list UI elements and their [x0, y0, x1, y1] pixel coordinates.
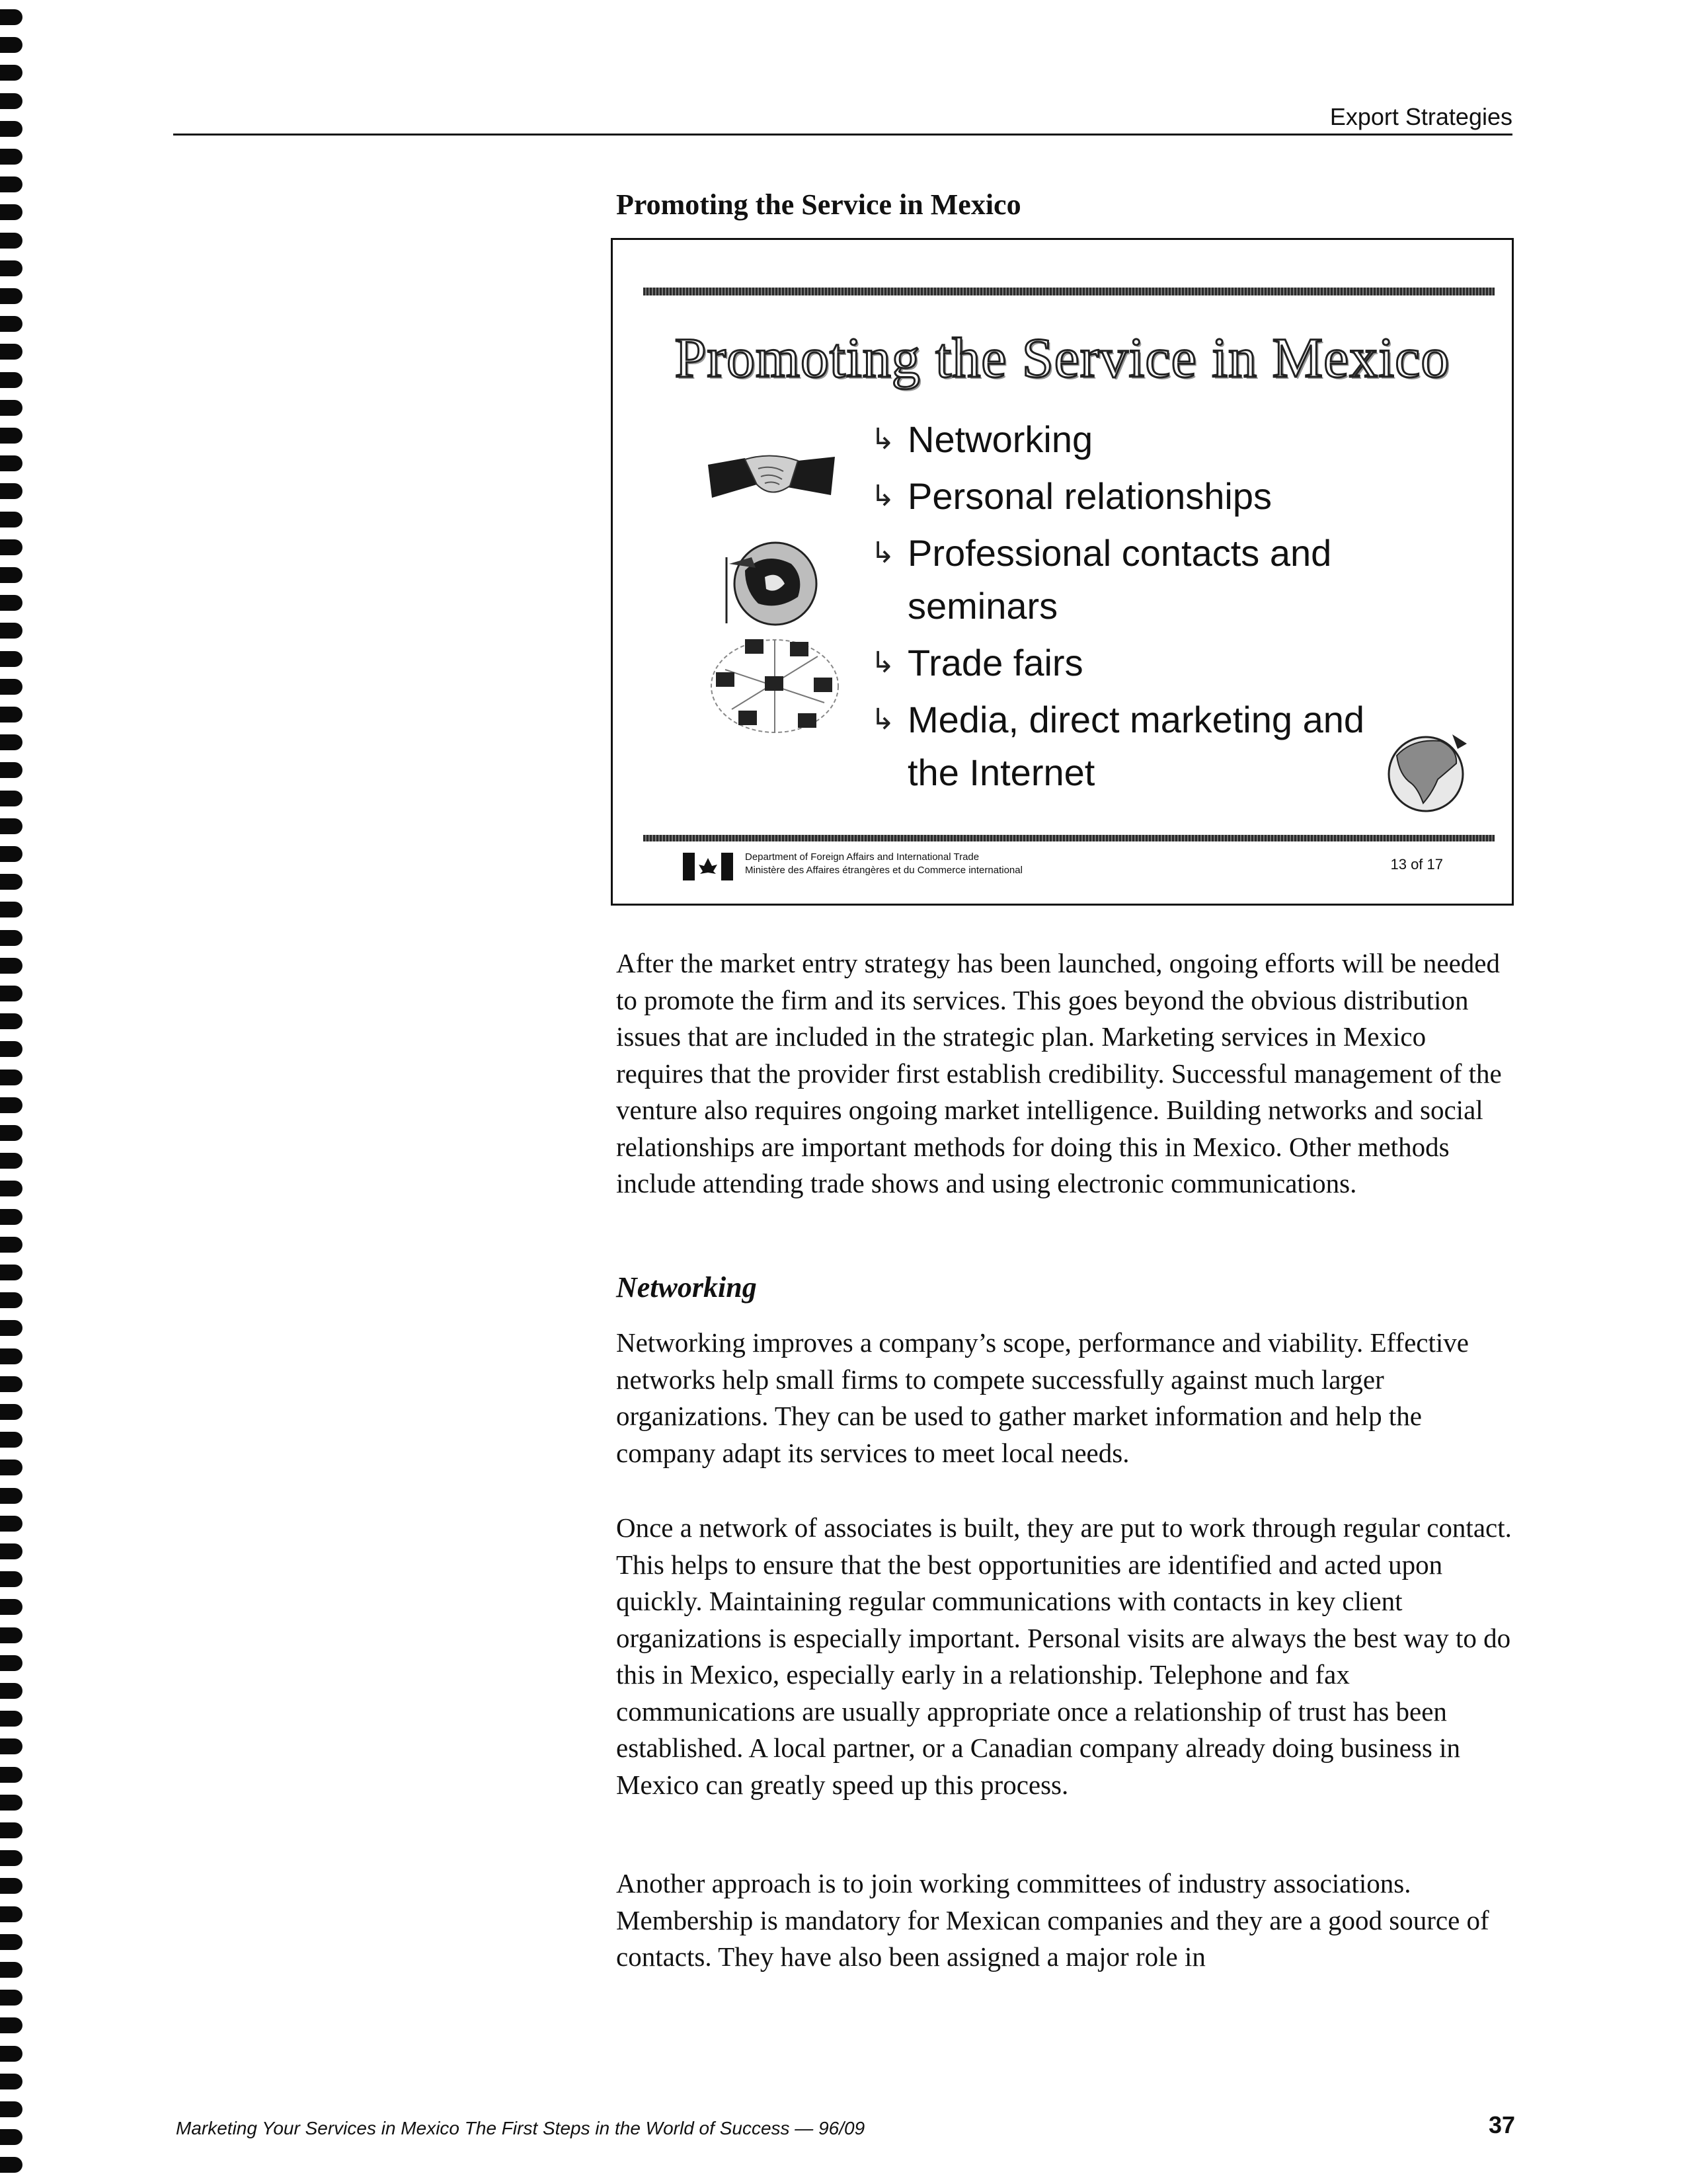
presentation-slide — [611, 238, 1514, 906]
slide-bullet: ↳ Professional contacts and seminars — [871, 527, 1466, 633]
networking-paragraph-1: Networking improves a company’s scope, performance and viability. Effective networks help small firms to compete successfully against much larger organizations. They can be used to gather market information and help the company adapt its services to meet local needs. — [616, 1327, 1469, 1468]
binding-hole — [0, 2157, 22, 2173]
pointing-hand-arrow-icon: ↳ — [871, 646, 895, 679]
networking-subheading: Networking — [616, 1271, 757, 1304]
binding-hole — [0, 846, 22, 862]
binding-hole — [0, 1153, 22, 1169]
slide-bullet: ↳ Media, direct marketing and the Internet — [871, 693, 1370, 799]
binding-hole — [0, 400, 22, 416]
binding-hole — [0, 1711, 22, 1727]
slide-bullet: ↳ Personal relationships — [871, 470, 1466, 523]
binding-hole — [0, 1990, 22, 2006]
binding-hole — [0, 1237, 22, 1253]
binding-hole — [0, 791, 22, 806]
binding-hole — [0, 1292, 22, 1308]
binding-hole — [0, 1795, 22, 1811]
binding-hole — [0, 455, 22, 471]
binding-hole — [0, 1404, 22, 1420]
running-head: Export Strategies — [1329, 103, 1512, 130]
section-title: Promoting the Service in Mexico — [616, 188, 1021, 221]
publication-footer: Marketing Your Services in Mexico The First Steps in the World of Success — 96/09 — [176, 2118, 865, 2138]
binding-hole — [0, 930, 22, 946]
binding-hole — [0, 2017, 22, 2033]
binding-hole — [0, 567, 22, 583]
computer-network-icon — [705, 630, 844, 742]
binding-hole — [0, 679, 22, 695]
binding-hole — [0, 1041, 22, 1057]
handshake-icon — [705, 438, 838, 511]
binding-hole — [0, 1181, 22, 1196]
binding-hole — [0, 1906, 22, 1922]
binding-hole — [0, 1097, 22, 1113]
binding-hole — [0, 1209, 22, 1225]
slide-bullet-list — [871, 413, 1466, 803]
binding-hole — [0, 1683, 22, 1699]
networking-paragraph-2: Once a network of associates is built, they are put to work through regular contact. This helps to ensure that the best opportunities are identified and acted upon quickly. Maintaining regular communications with contacts in key client organizations is especially important. Personal visits are always the best way to do this in Mexico, especially early in a relationship. Telephone and fax communications are usually appropriate once a relationship of trust has been established. A local partner, or a Canadian company already doing business in Mexico can greatly speed up this process. — [616, 1512, 1512, 1800]
binding-hole — [0, 316, 22, 332]
binding-hole — [0, 1962, 22, 1978]
binding-hole — [0, 65, 22, 81]
binding-hole — [0, 176, 22, 192]
binding-hole — [0, 428, 22, 444]
slide-bullet: ↳ Networking — [871, 413, 1466, 466]
binding-hole — [0, 204, 22, 220]
networking-paragraph-3: Another approach is to join working committees of industry associations. Membership is mandatory for Mexican companies and they are a good source of contacts. They have also been assigned a major role in — [616, 1868, 1489, 1972]
binding-hole — [0, 1265, 22, 1280]
binding-hole — [0, 1571, 22, 1587]
binding-hole — [0, 233, 22, 249]
header-rule — [173, 134, 1512, 136]
binding-hole — [0, 623, 22, 639]
binding-hole — [0, 902, 22, 917]
pointing-hand-arrow-icon: ↳ — [871, 703, 895, 736]
globe-telescope-icon — [719, 531, 824, 630]
binding-hole — [0, 1516, 22, 1532]
binding-hole — [0, 1432, 22, 1448]
pointing-hand-arrow-icon: ↳ — [871, 480, 895, 512]
intro-paragraph: After the market entry strategy has been launched, ongoing efforts will be needed to promote the firm and its services. This goes beyond the obvious distribution issues that are included in the strategic plan. Marketing services in Mexico requires that the provider first establish credibility. Successful management of the venture also requires ongoing market intelligence. Building networks and social relationships are important methods for doing this in Mexico. Other methods include attending trade shows and using electronic communications. — [616, 948, 1502, 1198]
binding-hole — [0, 1878, 22, 1894]
binding-hole — [0, 734, 22, 750]
binding-hole — [0, 483, 22, 499]
binding-hole — [0, 1627, 22, 1643]
binding-hole — [0, 1376, 22, 1392]
binding-hole — [0, 1738, 22, 1754]
slide-title: Promoting the Service in Mexico — [674, 326, 1450, 389]
binding-hole — [0, 986, 22, 1001]
binding-hole — [0, 1599, 22, 1615]
binding-hole — [0, 1320, 22, 1336]
pointing-hand-arrow-icon: ↳ — [871, 423, 895, 455]
binding-hole — [0, 651, 22, 667]
binding-hole — [0, 818, 22, 834]
binding-hole — [0, 958, 22, 974]
binding-hole — [0, 762, 22, 778]
spiral-binding — [0, 0, 26, 2184]
binding-hole — [0, 1655, 22, 1671]
slide-footer-department: Department of Foreign Affairs and International Trade Ministère des Affaires étrangères et du Commerce international — [745, 851, 1023, 876]
binding-hole — [0, 9, 22, 25]
binding-hole — [0, 121, 22, 137]
binding-hole — [0, 1543, 22, 1559]
pointing-hand-arrow-icon: ↳ — [871, 537, 895, 569]
binding-hole — [0, 1934, 22, 1950]
binding-hole — [0, 2046, 22, 2062]
binding-hole — [0, 1767, 22, 1783]
binding-hole — [0, 512, 22, 527]
binding-hole — [0, 1460, 22, 1475]
binding-hole — [0, 1125, 22, 1141]
binding-hole — [0, 149, 22, 165]
slide-bottom-band — [643, 835, 1495, 841]
binding-hole — [0, 1348, 22, 1364]
binding-hole — [0, 874, 22, 890]
binding-hole — [0, 260, 22, 276]
slide-top-band — [643, 288, 1495, 295]
binding-hole — [0, 1070, 22, 1085]
binding-hole — [0, 1822, 22, 1838]
slide-page-counter: 13 of 17 — [1390, 856, 1443, 873]
slide-bullet: ↳ Trade fairs — [871, 637, 1466, 689]
binding-hole — [0, 288, 22, 304]
binding-hole — [0, 707, 22, 722]
binding-hole — [0, 2129, 22, 2145]
binding-hole — [0, 372, 22, 388]
page-number: 37 — [1488, 2111, 1515, 2138]
binding-hole — [0, 344, 22, 360]
binding-hole — [0, 2074, 22, 2089]
binding-hole — [0, 1850, 22, 1866]
binding-hole — [0, 1013, 22, 1029]
binding-hole — [0, 2101, 22, 2117]
binding-hole — [0, 1488, 22, 1504]
binding-hole — [0, 37, 22, 53]
binding-hole — [0, 93, 22, 109]
binding-hole — [0, 539, 22, 555]
canada-flag-logo — [683, 851, 733, 882]
binding-hole — [0, 595, 22, 611]
